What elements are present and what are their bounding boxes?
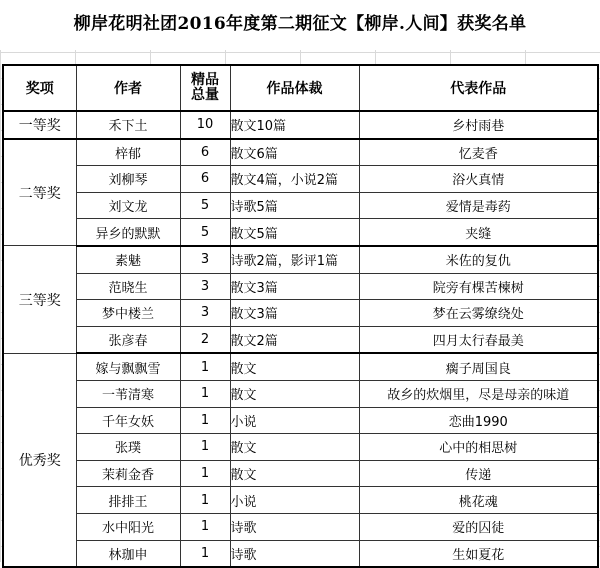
header-count-line2: 总量 (191, 87, 219, 103)
work-cell: 梦在云雾缭绕处 (359, 300, 598, 327)
count-cell: 3 (180, 246, 230, 273)
header-genre: 作品体裁 (230, 65, 359, 111)
author-cell: 一苇清寒 (76, 380, 180, 407)
genre-cell: 散文 (230, 353, 359, 380)
count-cell: 1 (180, 460, 230, 487)
author-cell: 梓郁 (76, 139, 180, 166)
author-cell: 素魅 (76, 246, 180, 273)
author-cell: 禾下土 (76, 111, 180, 139)
genre-cell: 散文 (230, 434, 359, 461)
award-level-cell: 优秀奖 (3, 353, 76, 567)
author-cell: 千年女妖 (76, 407, 180, 434)
work-cell: 瘸子周国良 (359, 353, 598, 380)
table-row (3, 460, 598, 487)
work-cell: 桃花魂 (359, 487, 598, 514)
genre-cell: 散文10篇 (230, 111, 359, 139)
genre-cell: 散文 (230, 460, 359, 487)
work-cell: 爱情是毒药 (359, 192, 598, 219)
count-cell: 1 (180, 513, 230, 540)
author-cell: 范晓生 (76, 273, 180, 300)
header-award: 奖项 (3, 65, 76, 111)
author-cell: 刘柳琴 (76, 166, 180, 193)
author-cell: 张璞 (76, 434, 180, 461)
genre-cell: 诗歌2篇，影评1篇 (230, 246, 359, 273)
header-work: 代表作品 (359, 65, 598, 111)
count-cell: 5 (180, 192, 230, 219)
author-cell: 林珈申 (76, 540, 180, 567)
header-author: 作者 (76, 65, 180, 111)
awards-table (2, 64, 599, 568)
genre-cell: 诗歌5篇 (230, 192, 359, 219)
count-cell: 2 (180, 326, 230, 353)
work-cell: 米佐的复仇 (359, 246, 598, 273)
header-row (3, 65, 598, 111)
genre-cell: 小说 (230, 407, 359, 434)
table-row (3, 166, 598, 193)
table-row (3, 353, 598, 380)
table-row (3, 273, 598, 300)
award-level-cell: 二等奖 (3, 139, 76, 246)
count-cell: 5 (180, 219, 230, 246)
award-level-cell: 三等奖 (3, 246, 76, 353)
count-cell: 1 (180, 540, 230, 567)
genre-cell: 诗歌 (230, 540, 359, 567)
genre-cell: 诗歌 (230, 513, 359, 540)
genre-cell: 散文6篇 (230, 139, 359, 166)
award-level-cell: 一等奖 (3, 111, 76, 139)
work-cell: 恋曲1990 (359, 407, 598, 434)
author-cell: 水中阳光 (76, 513, 180, 540)
table-row (3, 380, 598, 407)
count-cell: 6 (180, 139, 230, 166)
work-cell: 忆麦香 (359, 139, 598, 166)
count-cell: 1 (180, 407, 230, 434)
author-cell: 嫁与飘飘雪 (76, 353, 180, 380)
table-row (3, 326, 598, 353)
table-row (3, 192, 598, 219)
author-cell: 刘文龙 (76, 192, 180, 219)
work-cell: 生如夏花 (359, 540, 598, 567)
genre-cell: 散文4篇，小说2篇 (230, 166, 359, 193)
count-cell: 10 (180, 111, 230, 139)
author-cell: 排排王 (76, 487, 180, 514)
count-cell: 1 (180, 353, 230, 380)
awards-body (3, 111, 598, 567)
work-cell: 浴火真情 (359, 166, 598, 193)
table-row (3, 513, 598, 540)
work-cell: 爱的囚徒 (359, 513, 598, 540)
genre-cell: 小说 (230, 487, 359, 514)
table-row (3, 300, 598, 327)
author-cell: 茉莉金香 (76, 460, 180, 487)
table-row (3, 487, 598, 514)
genre-cell: 散文5篇 (230, 219, 359, 246)
page-title: 柳岸花明社团2016年度第二期征文【柳岸.人间】获奖名单 (0, 0, 600, 50)
header-count (180, 65, 230, 111)
count-cell: 1 (180, 487, 230, 514)
work-cell: 故乡的炊烟里，尽是母亲的味道 (359, 380, 598, 407)
work-cell: 夹缝 (359, 219, 598, 246)
author-cell: 张彦春 (76, 326, 180, 353)
table-row (3, 219, 598, 246)
genre-cell: 散文3篇 (230, 273, 359, 300)
table-row (3, 111, 598, 139)
header-count-line1: 精品 (191, 72, 219, 88)
count-cell: 1 (180, 434, 230, 461)
work-cell: 传递 (359, 460, 598, 487)
author-cell: 梦中楼兰 (76, 300, 180, 327)
table-row (3, 407, 598, 434)
table-row (3, 434, 598, 461)
work-cell: 院旁有棵苦楝树 (359, 273, 598, 300)
count-cell: 1 (180, 380, 230, 407)
author-cell: 异乡的默默 (76, 219, 180, 246)
work-cell: 四月太行春最美 (359, 326, 598, 353)
table-row (3, 139, 598, 166)
count-cell: 6 (180, 166, 230, 193)
work-cell: 心中的相思树 (359, 434, 598, 461)
genre-cell: 散文 (230, 380, 359, 407)
table-row (3, 246, 598, 273)
genre-cell: 散文3篇 (230, 300, 359, 327)
table-row (3, 540, 598, 567)
work-cell: 乡村雨巷 (359, 111, 598, 139)
count-cell: 3 (180, 273, 230, 300)
count-cell: 3 (180, 300, 230, 327)
genre-cell: 散文2篇 (230, 326, 359, 353)
